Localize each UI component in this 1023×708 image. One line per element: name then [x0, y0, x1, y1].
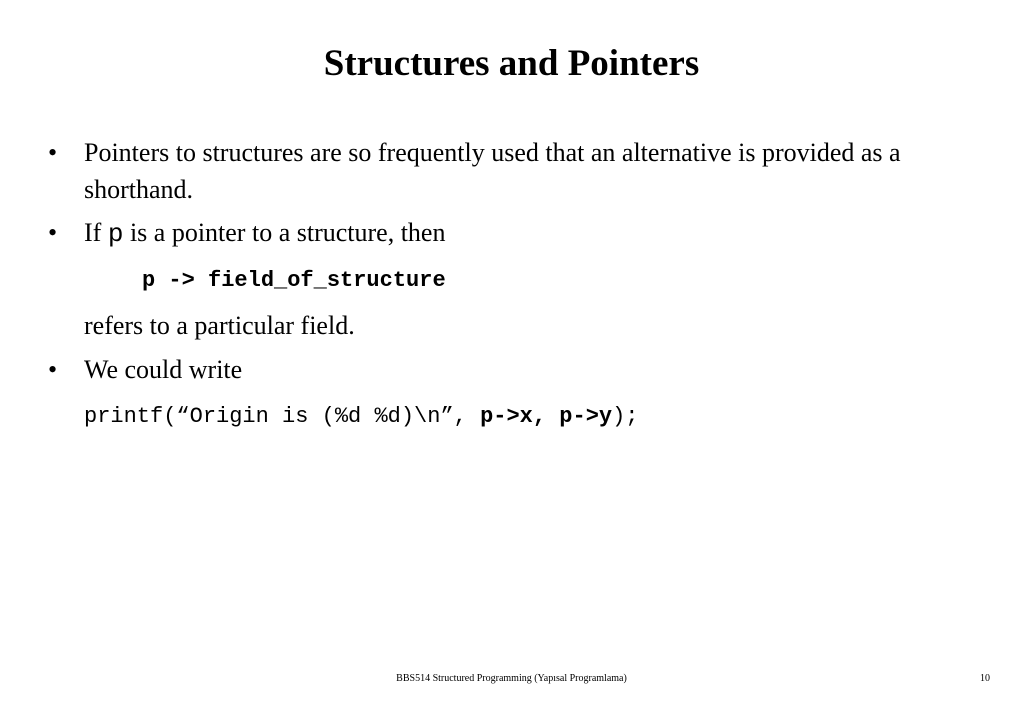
bullet-text — [84, 214, 964, 253]
printf-plain: printf(“Origin is (%d %d)\n”, — [84, 404, 481, 429]
bullet-text: We could write — [84, 355, 243, 384]
printf-tail: ); — [612, 404, 639, 429]
bullet-text-before: If — [84, 218, 108, 247]
code-example-printf — [84, 402, 639, 432]
printf-px: p->x — [480, 404, 533, 429]
bullet-text-after: is a pointer to a structure, then — [123, 218, 446, 247]
bullet-marker: • — [48, 138, 58, 167]
continuation-text: refers to a particular field. — [84, 311, 355, 340]
bullet-text: Pointers to structures are so frequently used that an alternative is provided as a shorthand. — [84, 138, 901, 204]
bullet-marker: • — [48, 218, 58, 247]
bullet-marker: • — [48, 355, 58, 384]
slide-title: Structures and Pointers — [323, 43, 700, 84]
code-example-arrow: p -> field_of_structure — [142, 268, 446, 293]
printf-comma: , — [532, 404, 560, 429]
footer-course: BBS514 Structured Programming (Yapısal Programlama) — [396, 673, 627, 684]
page-number: 10 — [980, 673, 990, 684]
printf-py: p->y — [559, 404, 613, 429]
inline-code-p: p — [107, 219, 124, 249]
